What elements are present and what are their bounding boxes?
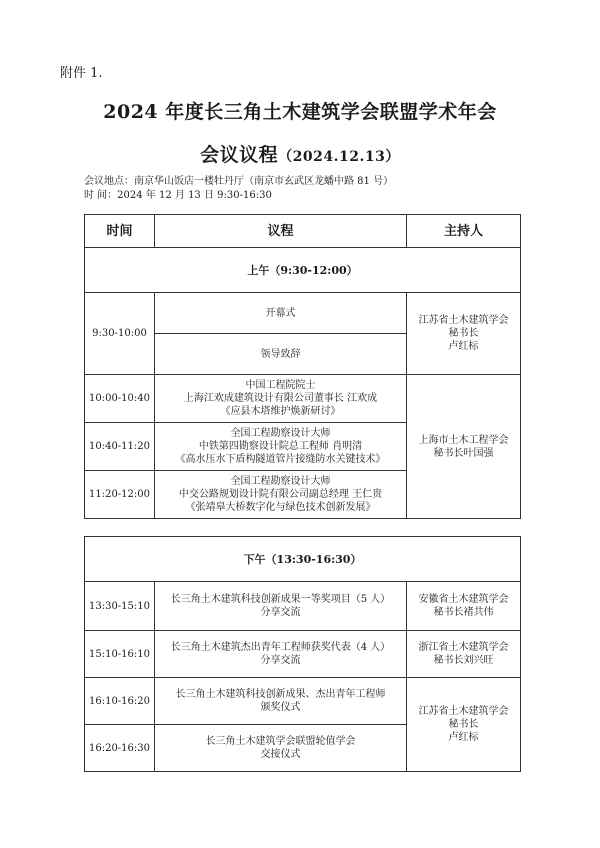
row-time: 9:30-10:00 [85, 293, 155, 375]
morning-session-label: 上午（9:30-12:00） [85, 248, 521, 293]
agenda-line: 长三角土木建筑杰出青年工程师获奖代表（4 人） [170, 642, 391, 653]
table-row [85, 293, 521, 334]
row-time: 11:20-12:00 [85, 471, 155, 519]
session-row [85, 537, 521, 582]
host-cell [407, 293, 521, 375]
header-time: 时间 [85, 215, 155, 248]
session-row [85, 248, 521, 293]
host-line: 秘书长叶国强 [433, 447, 494, 459]
agenda-line: 《高水压水下盾构隧道管片接缝防水关键技术》 [175, 454, 386, 465]
agenda-item [155, 471, 407, 519]
host-cell [407, 631, 521, 678]
agenda-line: 长三角土木建筑科技创新成果一等奖项目（5 人） [170, 594, 391, 605]
host-line: 卢红标 [448, 341, 479, 352]
row-time: 15:10-16:10 [85, 631, 155, 678]
attachment-label: 附件 1. [60, 66, 103, 81]
agenda-line: 全国工程勘察设计大师 [230, 428, 331, 439]
host-line: 安徽省土木建筑学会 [418, 594, 509, 605]
row-time: 16:10-16:20 [85, 678, 155, 725]
venue-line: 会议地点：南京华山饭店一楼牡丹厅（南京市玄武区龙蟠中路 81 号） [84, 176, 394, 187]
agenda-line: 交接仪式 [260, 749, 301, 760]
page-title: 2024 年度长三角土木建筑学会联盟学术年会 [103, 101, 497, 123]
agenda-item [155, 725, 407, 772]
table-row [85, 631, 521, 678]
row-time: 10:40-11:20 [85, 423, 155, 471]
morning-agenda-table [84, 214, 521, 519]
table-row [85, 582, 521, 631]
afternoon-session-label: 下午（13:30-16:30） [85, 537, 521, 582]
host-line: 秘书长 [448, 719, 479, 730]
table-row [85, 375, 521, 423]
row-time: 10:00-10:40 [85, 375, 155, 423]
page-subtitle [0, 140, 600, 167]
agenda-item [155, 582, 407, 631]
agenda-line: 《应县木塔维护焕新研讨》 [220, 406, 341, 417]
agenda-item [155, 423, 407, 471]
row-time: 13:30-15:10 [85, 582, 155, 631]
header-row [85, 215, 521, 248]
host-line: 秘书长褚共伟 [433, 607, 494, 618]
agenda-line: 长三角土木建筑学会联盟轮值学会 [205, 736, 356, 747]
header-agenda: 议程 [155, 215, 407, 248]
agenda-item [155, 631, 407, 678]
table-row [85, 678, 521, 725]
agenda-line: 分享交流 [260, 607, 301, 618]
host-cell [407, 375, 521, 519]
host-line: 秘书长刘兴旺 [433, 655, 494, 666]
agenda-line: 中铁第四勘察设计院总工程师 肖明清 [198, 441, 363, 452]
agenda-item [155, 678, 407, 725]
agenda-line: 分享交流 [260, 655, 301, 666]
host-cell [407, 582, 521, 631]
host-line: 上海市土木工程学会 [418, 434, 509, 446]
agenda-line: 全国工程勘察设计大师 [230, 476, 331, 487]
agenda-line: 中国工程院院士 [245, 380, 316, 391]
host-line: 卢红标 [448, 732, 479, 743]
agenda-line: 《张靖皋大桥数字化与绿色技术创新发展》 [185, 502, 376, 513]
time-line: 时 间：2024 年 12 月 13 日 9:30-16:30 [84, 190, 272, 201]
agenda-line: 上海江欢成建筑设计有限公司董事长 江欢成 [183, 393, 378, 404]
subtitle-text: 会议议程 [200, 144, 279, 166]
agenda-item: 开幕式 [155, 293, 407, 334]
subtitle-date: （2024.12.13） [278, 149, 400, 165]
header-host: 主持人 [407, 215, 521, 248]
host-line: 江苏省土木建筑学会 [418, 315, 509, 326]
host-cell [407, 678, 521, 772]
host-line: 浙江省土木建筑学会 [418, 642, 509, 653]
agenda-line: 颁奖仪式 [260, 702, 301, 713]
row-time: 16:20-16:30 [85, 725, 155, 772]
agenda-line: 中交公路规划设计院有限公司副总经理 王仁贵 [178, 489, 383, 500]
agenda-line: 长三角土木建筑科技创新成果、杰出青年工程师 [175, 689, 386, 700]
host-line: 秘书长 [448, 328, 479, 339]
agenda-item [155, 375, 407, 423]
agenda-item: 领导致辞 [155, 334, 407, 375]
host-line: 江苏省土木建筑学会 [418, 706, 509, 717]
afternoon-agenda-table [84, 536, 521, 772]
